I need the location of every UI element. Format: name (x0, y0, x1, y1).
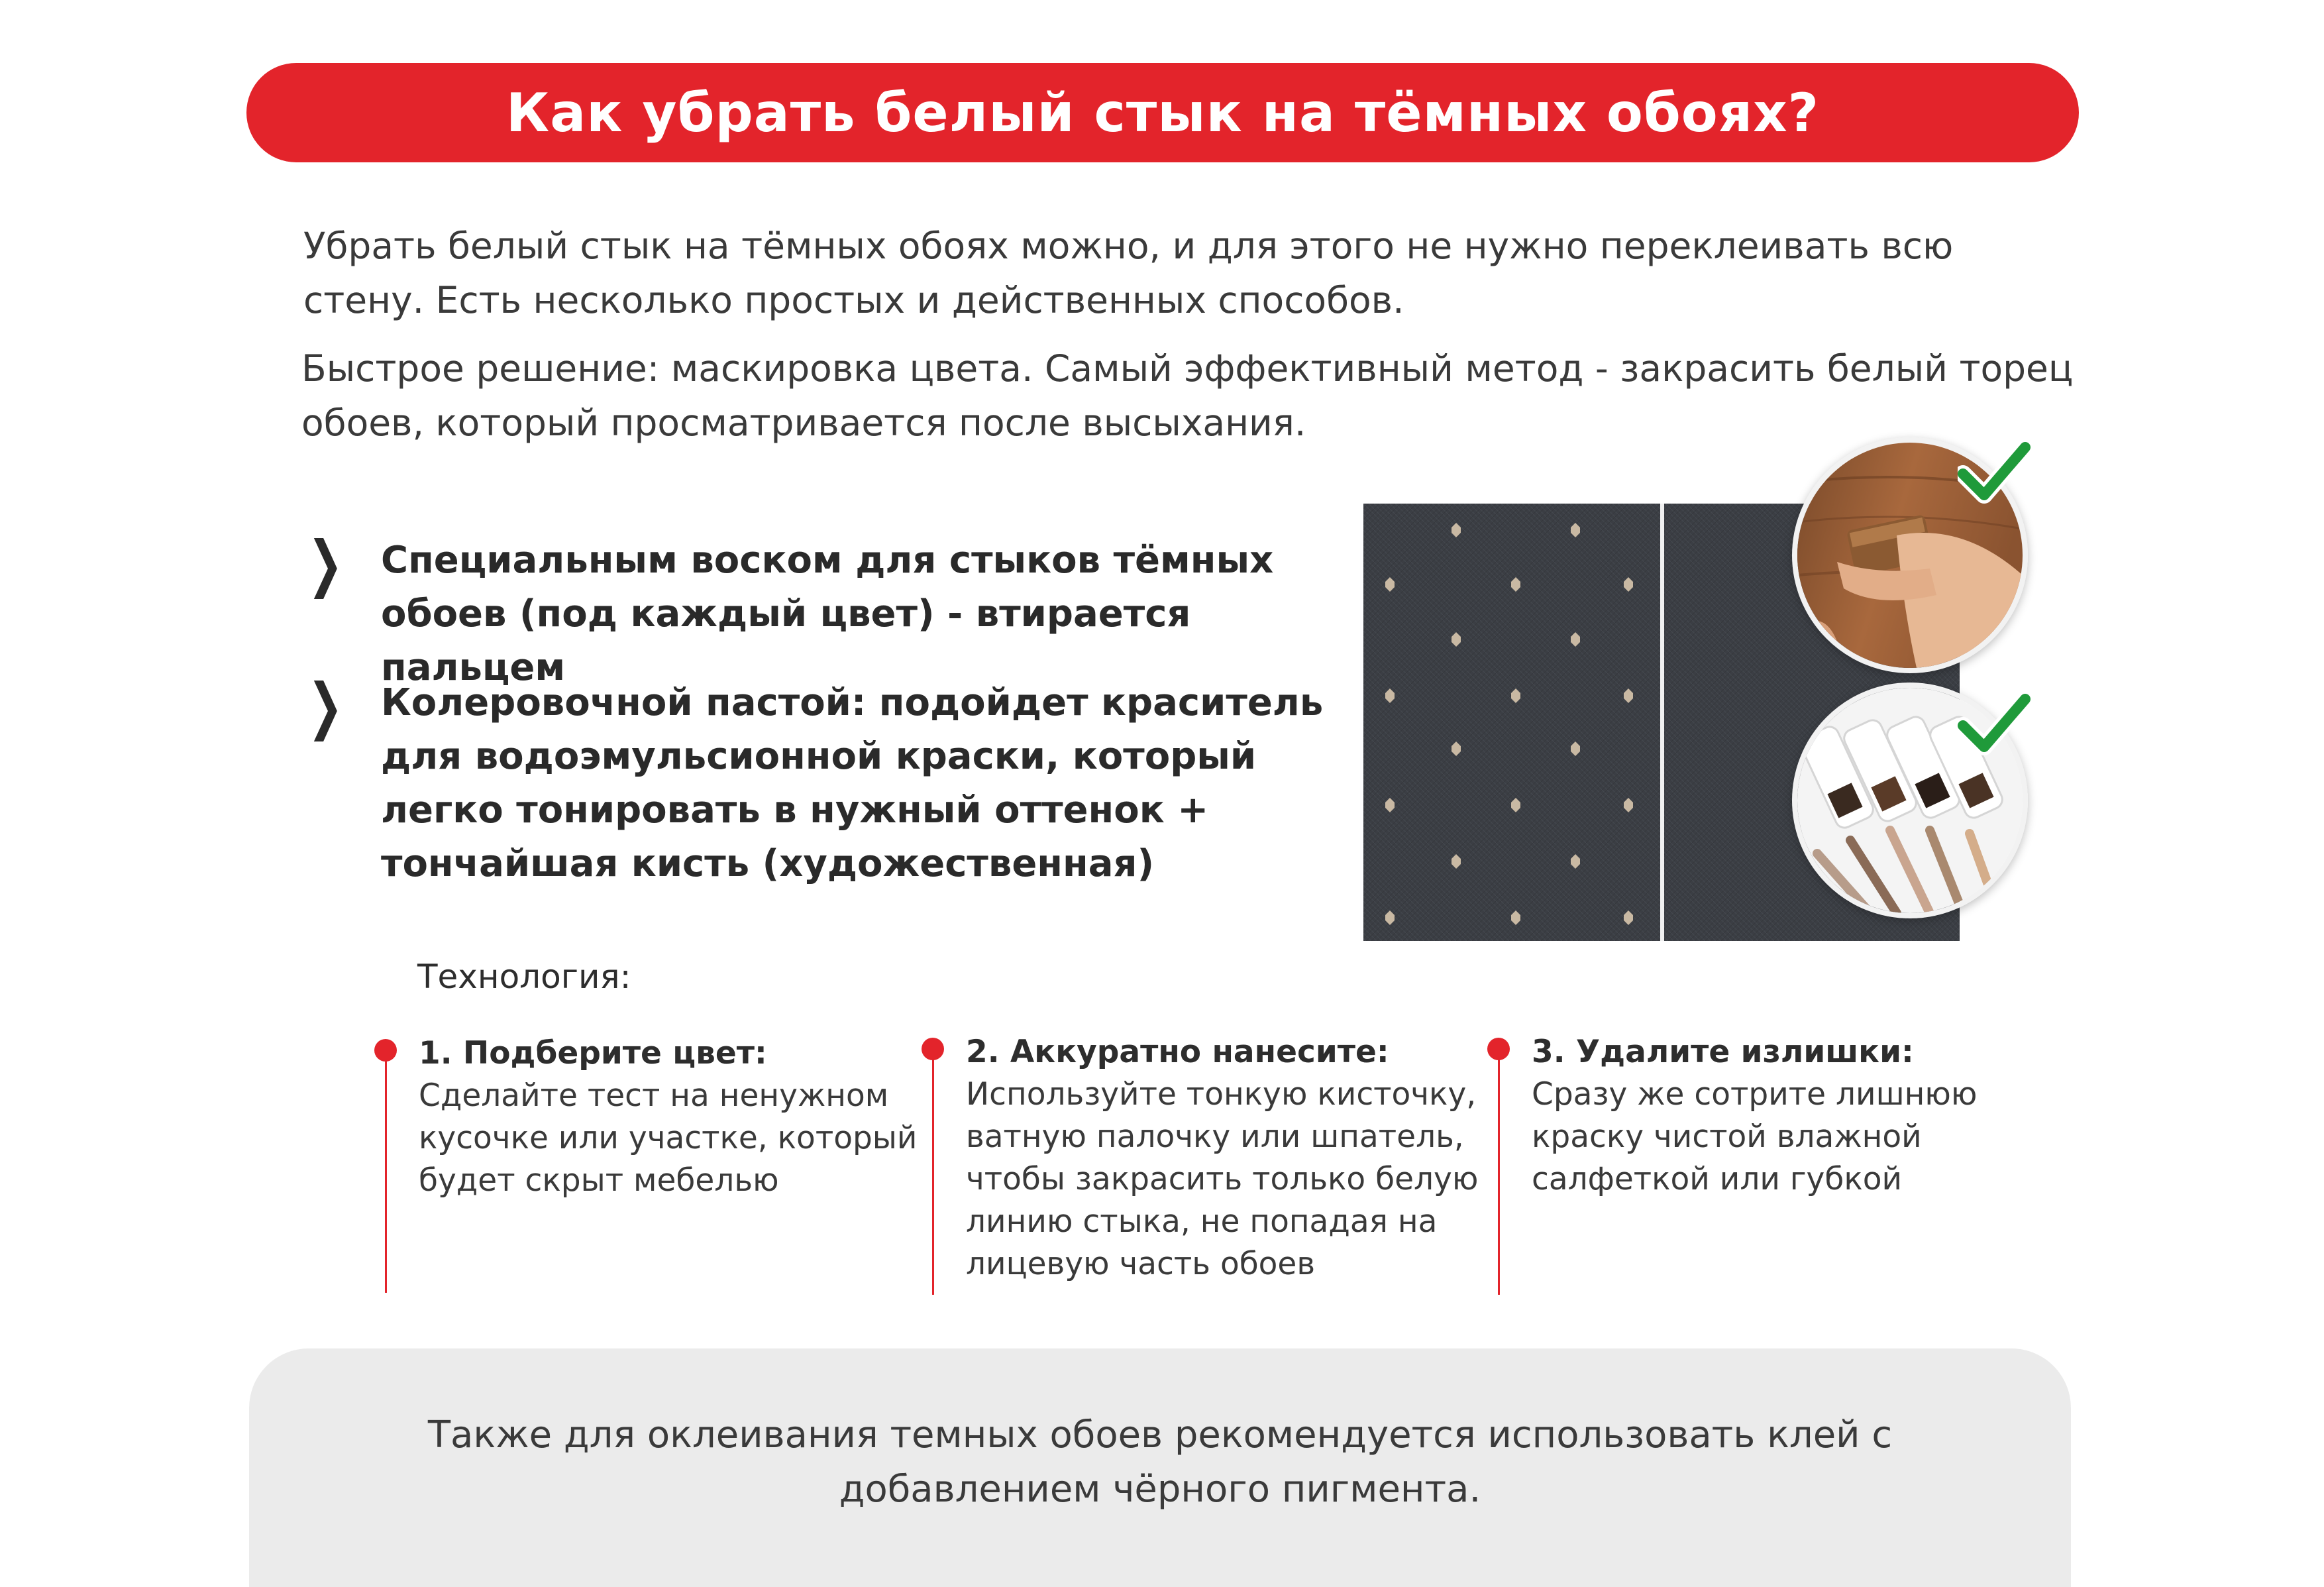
step-divider-line (385, 1058, 387, 1293)
green-check-icon (1958, 441, 2031, 504)
step-3 (1532, 1031, 2009, 1201)
quick-solution-paragraph: Быстрое решение: маскировка цвета. Самый эффективный метод - закрасить белый торец обоев, который просматривается после высыхания. (301, 347, 2074, 444)
step-divider-line (932, 1056, 934, 1295)
chevron-right-icon: ❯ (307, 671, 343, 741)
step-1 (419, 1032, 922, 1202)
white-seam (1660, 504, 1664, 941)
step-title: 3. Удалите излишки: (1532, 1034, 1914, 1070)
step-text: Сделайте тест на ненужном кусочке или участке, который будет скрыт мебелью (419, 1077, 918, 1199)
method-item-paste (301, 671, 1361, 891)
step-title: 1. Подберите цвет: (419, 1035, 767, 1071)
chevron-right-icon: ❯ (307, 528, 343, 599)
step-title: 2. Аккуратно нанесите: (966, 1034, 1389, 1070)
method-text: Специальным воском для стыков тёмных обоев (под каждый цвет) - втирается пальцем (381, 539, 1274, 689)
step-divider-line (1498, 1056, 1500, 1295)
technology-title: Технология: (417, 958, 631, 996)
note-text: Также для оклеивания темных обоев рекомендуется использовать клей с добавлением чёрного пигмента. (427, 1413, 1893, 1511)
step-2 (966, 1031, 1496, 1286)
title-banner (246, 63, 2079, 162)
step-text: Используйте тонкую кисточку, ватную палочку или шпатель, чтобы закрасить только белую линию стыка, не попадая на лицевую часть обоев (966, 1076, 1479, 1282)
green-check-icon (1958, 692, 2031, 755)
page-title: Как убрать белый стык на тёмных обоях? (505, 82, 1820, 144)
step-text: Сразу же сотрите лишнюю краску чистой влажной салфеткой или губкой (1532, 1076, 1978, 1197)
intro-paragraph: Убрать белый стык на тёмных обоях можно, и для этого не нужно переклеивать всю стену. Есть несколько простых и действенных способов. (303, 225, 1954, 321)
method-text: Колеровочной пастой: подойдет краситель для водоэмульсионной краски, который легко тонировать в нужный оттенок + тончайшая кисть (художественная) (381, 681, 1324, 885)
note-box (249, 1348, 2071, 1587)
method-item-wax (301, 528, 1361, 694)
